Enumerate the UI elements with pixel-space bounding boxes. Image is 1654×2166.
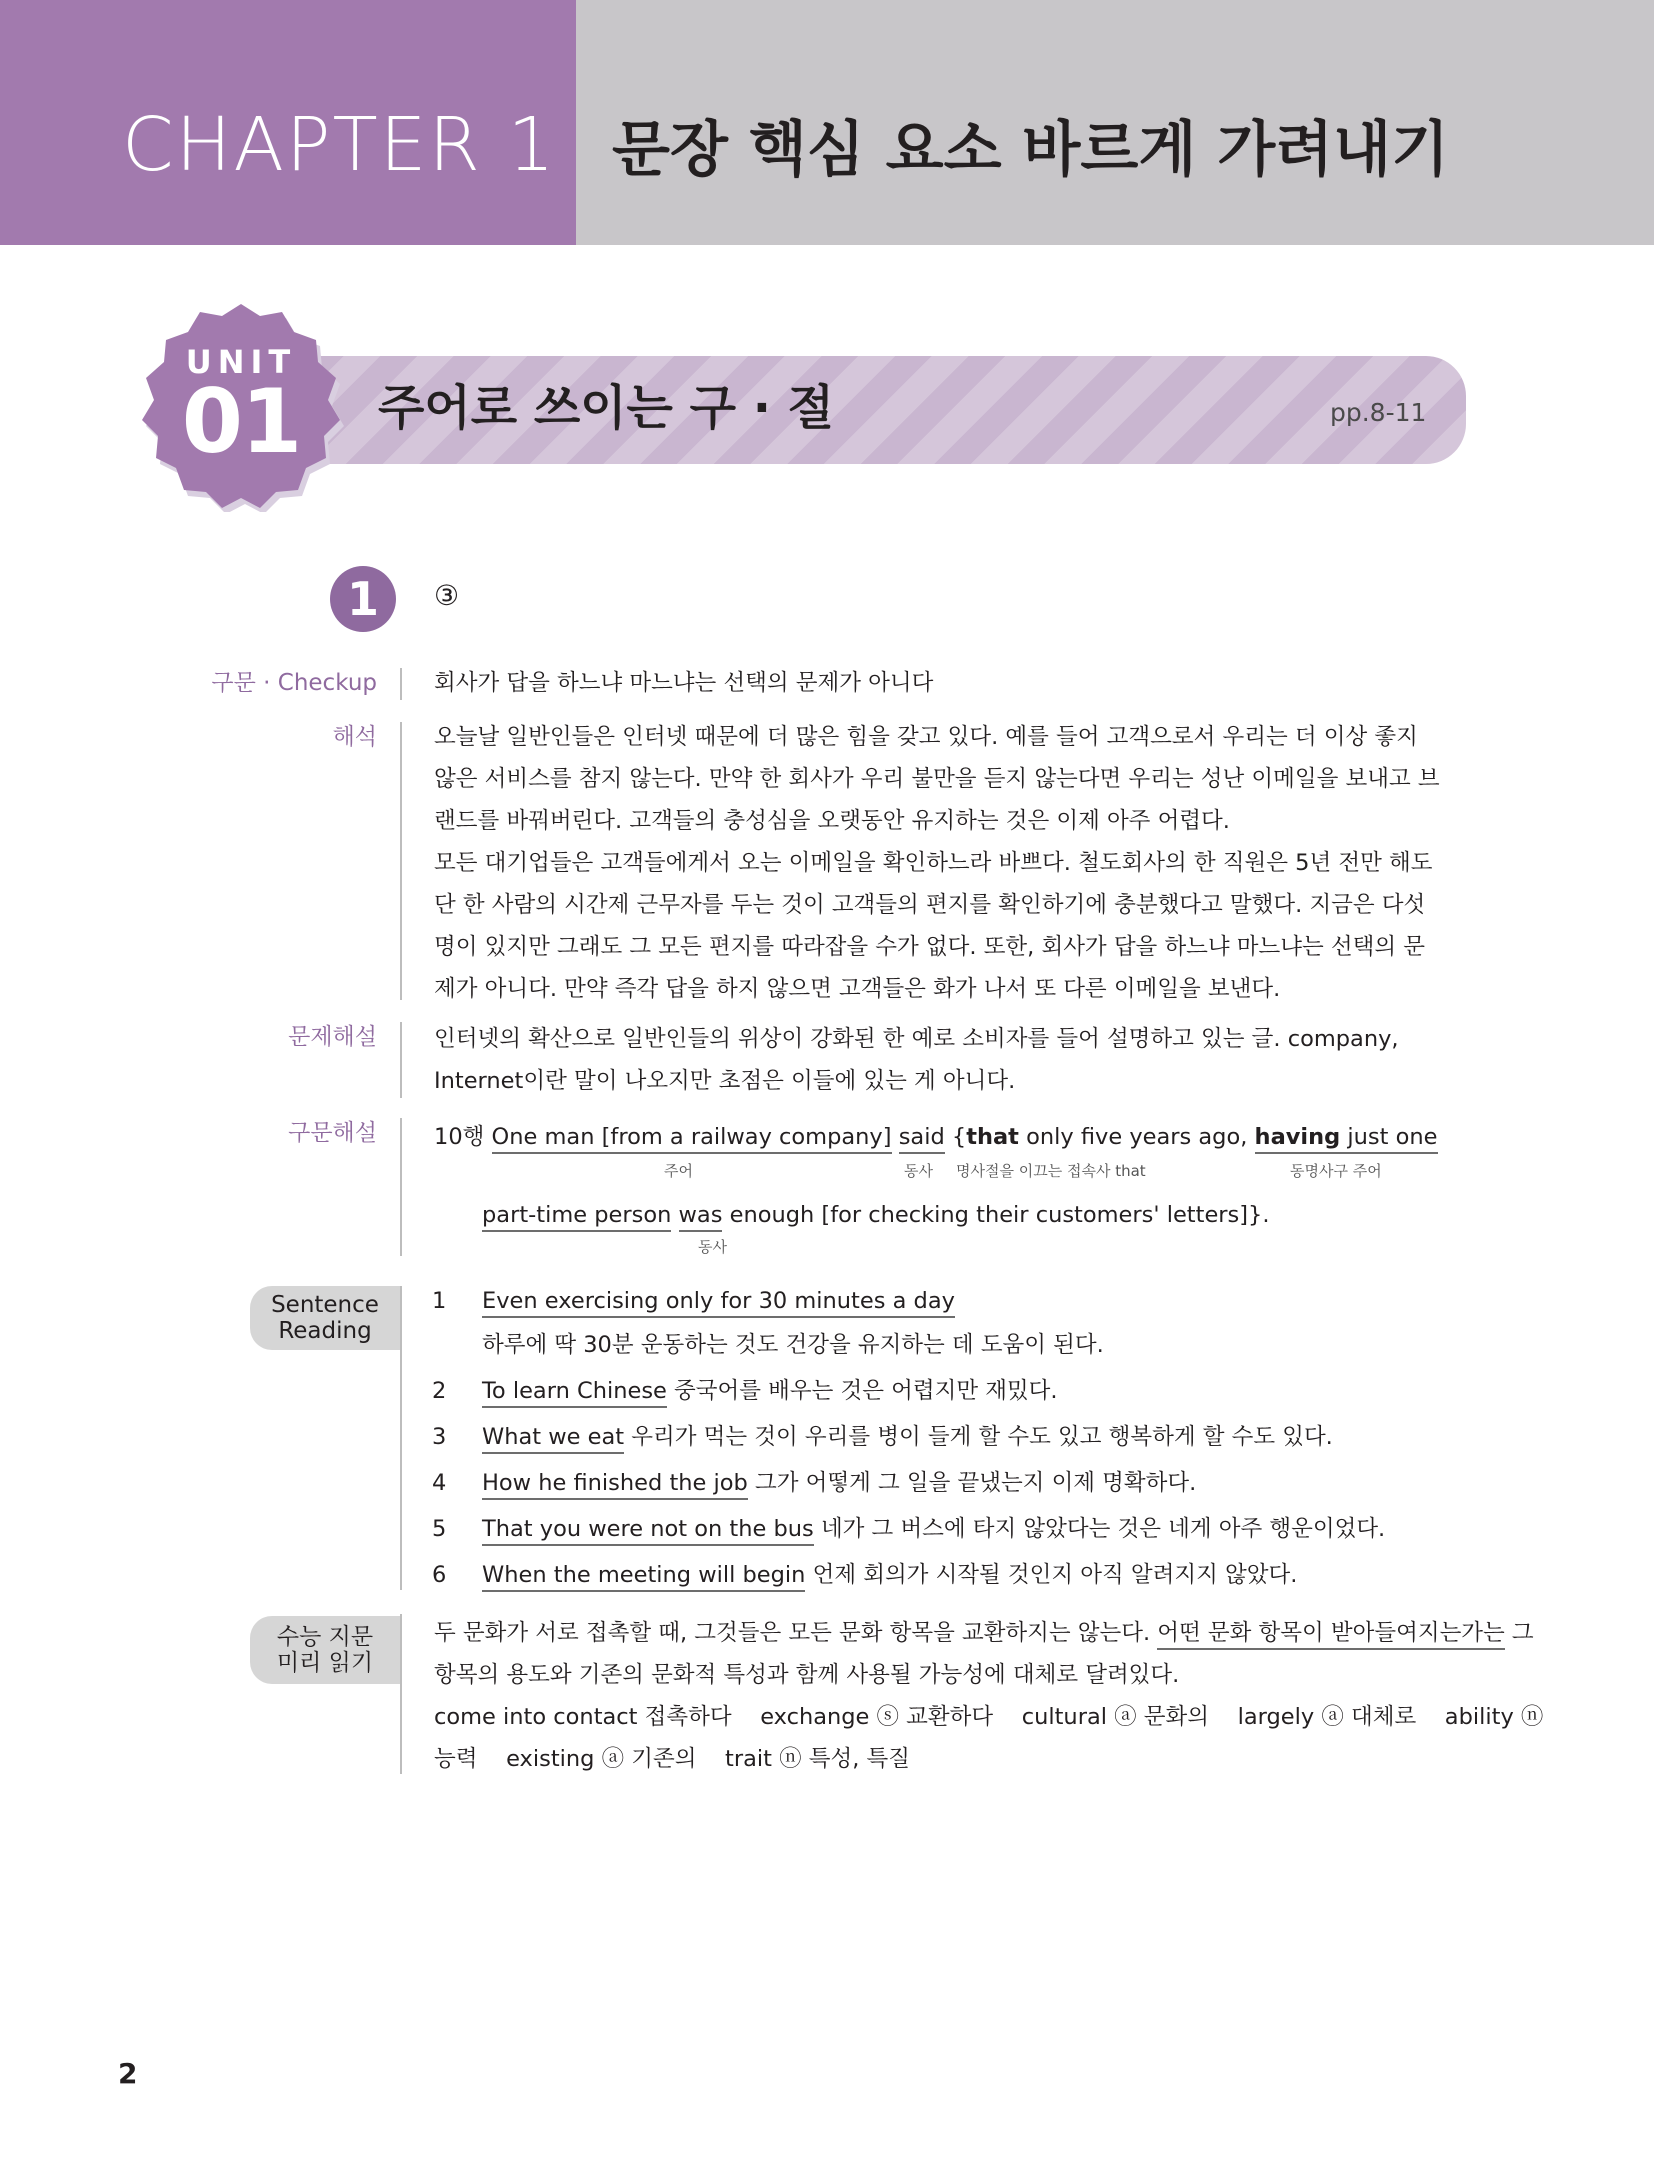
- sentence-number: 2: [432, 1378, 447, 1404]
- chapter-label: CHAPTER 1: [122, 102, 557, 188]
- question-answer: ③: [434, 579, 460, 612]
- sentence-phrase: That you were not on the bus: [482, 1516, 814, 1546]
- syntax-just-one: just one: [1347, 1124, 1438, 1150]
- syntax-verb: said: [899, 1124, 945, 1154]
- divider: [400, 1118, 402, 1256]
- translation-paragraph-2: 모든 대기업들은 고객들에게서 오는 이메일을 확인하느라 바쁘다. 철도회사의 한 직원은 5년 전만 해도 단 한 사람의 시간제 근무자를 두는 것이 고객들의 편지를 확인하기에 충분했다고 말했다. 지금은 다섯 명이 있지만 그래도 그 모든 편지를 따라잡을 수가 없다. 또한, 회사가 답을 하느냐 마느냐는 선택의 문제가 아니다. 만약 즉각 답을 하지 않으면 고객들은 화가 나서 또 다른 이메일을 보낸다.: [434, 850, 1433, 1002]
- unit-number: 01: [181, 370, 301, 473]
- translation-text: [434, 716, 1444, 1010]
- sentence-phrase: To learn Chinese: [482, 1378, 667, 1408]
- sentence-item-4: [482, 1472, 1196, 1495]
- note-verb-2: 동사: [698, 1238, 727, 1256]
- syntax-mid: only five years ago,: [1026, 1124, 1248, 1150]
- sentence-translation: 중국어를 배우는 것은 어렵지만 재밌다.: [674, 1378, 1058, 1404]
- label-suneung-preview: 수능 지문 미리 읽기: [250, 1616, 400, 1684]
- divider: [400, 1286, 402, 1590]
- sentence-translation: 언제 회의가 시작될 것인지 아직 알려지지 않았다.: [812, 1562, 1298, 1588]
- syntax-subject: One man [from a railway company]: [492, 1124, 892, 1154]
- sentence-translation-1: 하루에 딱 30분 운동하는 것도 건강을 유지하는 데 도움이 된다.: [482, 1332, 1104, 1358]
- sentence-item-2: [482, 1380, 1058, 1403]
- label-problem: 문제해설: [288, 1024, 377, 1050]
- syntax-cont-subject: part-time person: [482, 1202, 671, 1232]
- checkup-text: 회사가 답을 하느냐 마느냐는 선택의 문제가 아니다: [434, 670, 934, 696]
- problem-text: 인터넷의 확산으로 일반인들의 위상이 강화된 한 예로 소비자를 들어 설명하고 있는 글. company, Internet이란 말이 나오지만 초점은 이들에 있는 게 아니다.: [434, 1026, 1399, 1094]
- sentence-item-5: [482, 1518, 1385, 1541]
- sentence-translation: 네가 그 버스에 타지 않았다는 것은 네게 아주 행운이었다.: [820, 1516, 1386, 1542]
- note-verb: 동사: [904, 1162, 933, 1180]
- sentence-phrase: Even exercising only for 30 minutes a day: [482, 1288, 955, 1318]
- divider: [400, 1022, 402, 1098]
- syntax-line-number: 10행: [434, 1124, 485, 1150]
- unit-pages: pp.8-11: [1330, 398, 1427, 427]
- unit-word: UNIT: [185, 343, 297, 381]
- sentence-phrase: How he finished the job: [482, 1470, 748, 1500]
- question-number-badge: 1: [330, 566, 396, 632]
- syntax-brace: {: [951, 1124, 967, 1150]
- divider: [400, 722, 402, 1000]
- page-number: 2: [118, 2057, 138, 2090]
- sentence-number: 6: [432, 1562, 447, 1588]
- syntax-having: having: [1254, 1124, 1341, 1150]
- divider: [400, 668, 402, 700]
- sentence-item-6: [482, 1564, 1297, 1587]
- suneung-line-2: 항목의 용도와 기존의 문화적 특성과 함께 사용될 가능성에 대체로 달려있다.: [434, 1662, 1180, 1688]
- suneung-underlined: 어떤 문화 항목이 받아들여지는가는: [1157, 1620, 1504, 1650]
- syntax-that: that: [966, 1124, 1019, 1150]
- syntax-cont-rest: enough [for checking their customers' letters]}.: [729, 1202, 1270, 1228]
- note-gerund-subject: 동명사구 주어: [1290, 1162, 1382, 1180]
- divider: [400, 1614, 402, 1774]
- syntax-line-1: [434, 1126, 1438, 1149]
- sentence-translation: 우리가 먹는 것이 우리를 병이 들게 할 수도 있고 행복하게 할 수도 있다.: [631, 1424, 1333, 1450]
- sentence-item-3: [482, 1426, 1333, 1449]
- sentence-translation: 그가 어떻게 그 일을 끝냈는지 이제 명확하다.: [754, 1470, 1197, 1496]
- sentence-number: 1: [432, 1288, 447, 1314]
- sentence-item-1: [482, 1290, 955, 1313]
- syntax-cont-verb: was: [679, 1202, 723, 1232]
- note-that-clause: 명사절을 이끄는 접속사 that: [956, 1162, 1146, 1180]
- label-sentence-reading: Sentence Reading: [250, 1286, 400, 1350]
- sentence-phrase: When the meeting will begin: [482, 1562, 805, 1592]
- suneung-line-1: 두 문화가 서로 접촉할 때, 그것들은 모든 문화 항목을 교환하지는 않는다. 어떤 문화 항목이 받아들여지는가는 그: [434, 1622, 1534, 1645]
- suneung-vocab-1: come into contact 접촉하다 exchange ⓢ 교환하다 cultural ⓐ 문화의 largely ⓐ 대체로 ability ⓝ: [434, 1704, 1544, 1730]
- chapter-title: 문장 핵심 요소 바르게 가려내기: [612, 115, 1450, 185]
- unit-title: 주어로 쓰이는 구 · 절: [378, 380, 835, 436]
- suneung-vocab-2: 능력 existing ⓐ 기존의 trait ⓝ 특성, 특질: [434, 1746, 911, 1772]
- note-subject: 주어: [664, 1162, 693, 1180]
- sentence-number: 4: [432, 1470, 447, 1496]
- translation-paragraph-1: 오늘날 일반인들은 인터넷 때문에 더 많은 힘을 갖고 있다. 예를 들어 고객으로서 우리는 더 이상 좋지 않은 서비스를 참지 않는다. 만약 한 회사가 우리 불만을 듣지 않는다면 우리는 성난 이메일을 보내고 브랜드를 바꿔버린다. 고객들의 충성심을 오랫동안 유지하는 것은 이제 아주 어렵다.: [434, 724, 1440, 834]
- sentence-phrase: What we eat: [482, 1424, 624, 1454]
- label-syntax: 구문해설: [288, 1120, 377, 1146]
- label-translation: 해석: [332, 724, 377, 750]
- sentence-number: 5: [432, 1516, 447, 1542]
- sentence-number: 3: [432, 1424, 447, 1450]
- syntax-line-2: [482, 1204, 1270, 1227]
- label-checkup: 구문 · Checkup: [211, 670, 377, 696]
